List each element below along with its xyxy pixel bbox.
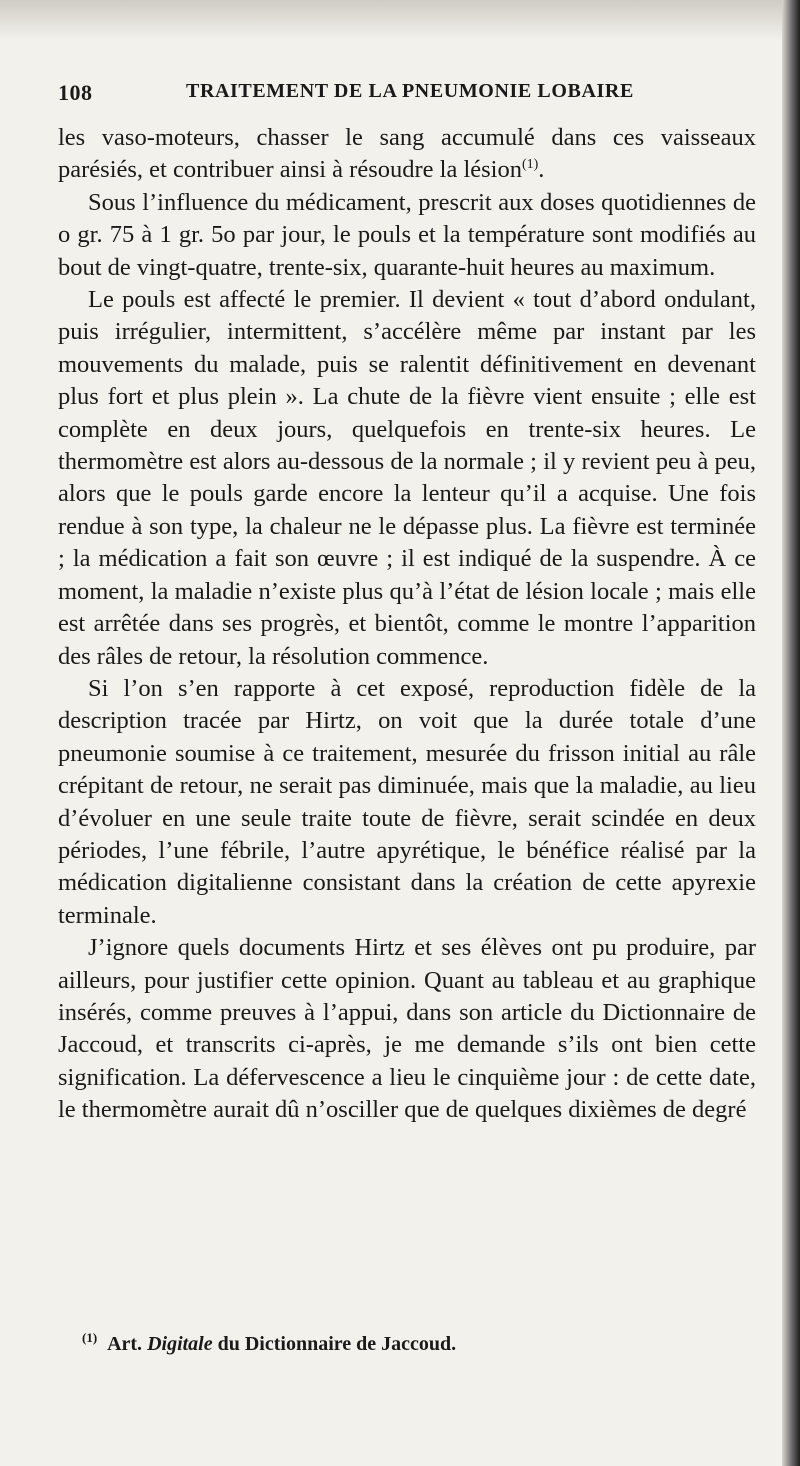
paragraph-1-end: . (538, 156, 545, 184)
paragraph-1 (58, 122, 756, 187)
page-number: 108 (58, 80, 93, 105)
paragraph-3: Le pouls est affecté le premier. Il devient « tout d’abord ondulant, puis irrégulier, intermittent, s’accélère même par instant par les mouvements du malade, puis se ralentit définitivement en devenant plus fort et plus plein ». La chute de la fièvre vient ensuite ; elle est complète en deux jours, quelquefois en trente-six heures. Le thermomètre est alors au-dessous de la normale ; il y revient peu à peu, alors que le pouls garde encore la lenteur qu’il a acquise. Une fois rendue à son type, la chaleur ne le dépasse plus. La fièvre est terminée ; la médication a fait son œuvre ; il est indiqué de la suspendre. À ce moment, la maladie n’existe plus qu’à l’état de lésion locale ; mais elle est arrêtée dans ses progrès, et bientôt, comme le montre l’apparition des râles de retour, la résolution commence. (58, 286, 756, 670)
paragraph-1-text: les vaso-moteurs, chasser le sang accumulé dans ces vaisseaux parésiés, et contribuer ainsi à résoudre la lésion (58, 124, 756, 184)
footnote-suffix: du Dictionnaire de Jaccoud. (217, 1333, 457, 1355)
running-title: TRAITEMENT DE LA PNEUMONIE LOBAIRE (186, 80, 634, 102)
paragraph-4: Si l’on s’en rapporte à cet exposé, reproduction fidèle de la description tracée par Hirtz, on voit que la durée totale d’une pneumonie soumise à ce traitement, mesurée du frisson initial au râle crépitant de retour, ne serait pas diminuée, mais que la maladie, au lieu d’évoluer en une seule traite toute de fièvre, serait scindée en deux périodes, l’une fébrile, l’autre apyrétique, le bénéfice réalisé par la médication digitalienne consistant dans la création de cette apyrexie terminale. (58, 674, 756, 929)
footnote-italic: Digitale (147, 1333, 213, 1355)
footnote (82, 1330, 742, 1358)
book-binding-edge (782, 0, 800, 1466)
paragraph-5: J’ignore quels documents Hirtz et ses élèves ont pu produire, par ailleurs, pour justifier cette opinion. Quant au tableau et au graphique insérés, comme preuves à l’appui, dans son article du Dictionnaire de Jaccoud, et transcrits ci-après, je me demande s’ils ont bien cette signification. La défervescence a lieu le cinquième jour : de cette date, le thermomètre aurait dû n’osciller que de quelques dixièmes de degré (58, 934, 756, 1124)
footnote-mark: (1) (82, 1330, 98, 1346)
paragraph-2: Sous l’influence du médicament, prescrit aux doses quotidiennes de o gr. 75 à 1 gr. 5o par jour, le pouls et la température sont modifiés au bout de vingt-quatre, trente-six, quarante-huit heures au maximum. (58, 188, 756, 281)
body-text (58, 122, 756, 1127)
scan-top-shadow (0, 0, 800, 40)
page-header (58, 80, 758, 116)
footnote-prefix: Art. (107, 1333, 143, 1355)
footnote-reference: (1) (521, 157, 539, 173)
